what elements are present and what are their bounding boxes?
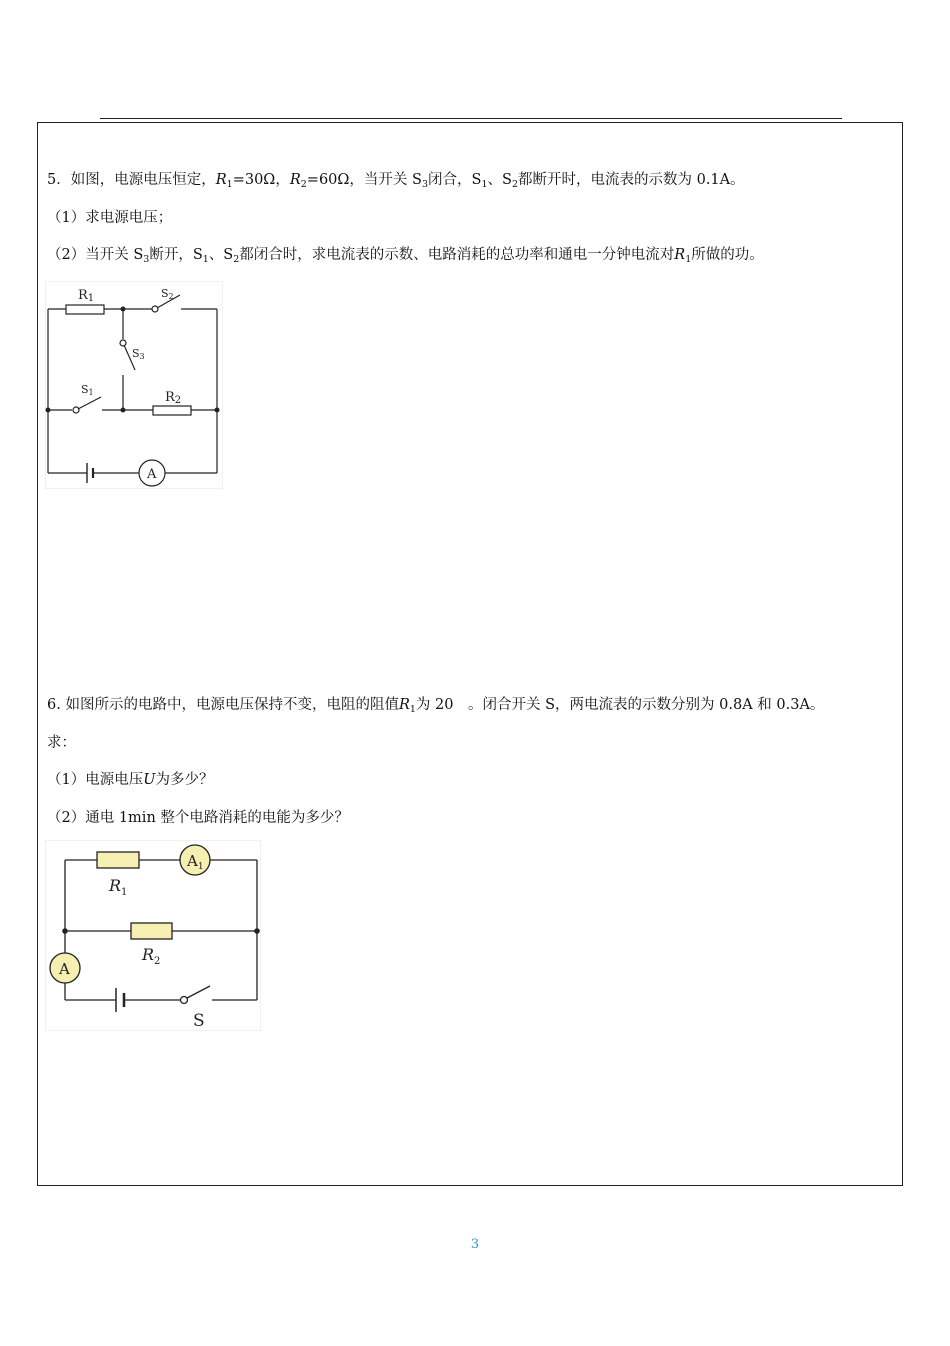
q6-label-a: A [59, 960, 70, 978]
q6-line-4: （2）通电 1min 整个电路消耗的电能为多少？ [47, 810, 349, 826]
q5-label-s3: S3 [132, 347, 145, 361]
q5-label-r2: R2 [165, 390, 182, 406]
q5-ammeter-label: A [147, 467, 157, 482]
q5-label-s1: S1 [81, 383, 94, 397]
q6-resistor-r1 [97, 852, 139, 868]
q6-label-r1: $R_1$ [109, 876, 128, 898]
q5-resistor-r2 [153, 406, 191, 415]
q6-resistor-r2 [131, 923, 172, 939]
q5-line-1: 5．如图，电源电压恒定，$R_1=30\Omega$，$R_2=60\Omega$，当开关 $S_3$闭合，$S_1$、$S_2$都断开时，电流表的示数为 0.1A。 [47, 172, 745, 190]
q6-label-a1: $A_1$ [187, 852, 204, 872]
page-number: 3 [470, 1237, 480, 1252]
q5-circuit-diagram [45, 281, 223, 489]
q6-label-s: S [193, 1011, 205, 1031]
q5-label-s2: S2 [161, 287, 174, 301]
q6-circuit-diagram [45, 840, 261, 1031]
q5-line-3: （2）当开关 $S_3$断开，$S_1$、$S_2$都闭合时，求电流表的示数、电路消耗的总功率和通电一分钟电流对$R_1$所做的功。 [47, 247, 764, 265]
header-rule [100, 118, 842, 119]
q5-resistor-r1 [66, 305, 104, 314]
q6-line-3: （1）电源电压U为多少？ [47, 772, 214, 788]
q6-line-2: 求： [47, 735, 76, 751]
q6-line-1: 6. 如图所示的电路中，电源电压保持不变，电阻的阻值$R_1$为 20 。闭合开关 S，两电流表的示数分别为 0.8A 和 0.3A。 [47, 697, 825, 715]
q5-line-2: （1）求电源电压； [47, 210, 173, 226]
q5-label-r1: R1 [78, 288, 95, 304]
q6-label-r2: $R_2$ [142, 945, 161, 967]
